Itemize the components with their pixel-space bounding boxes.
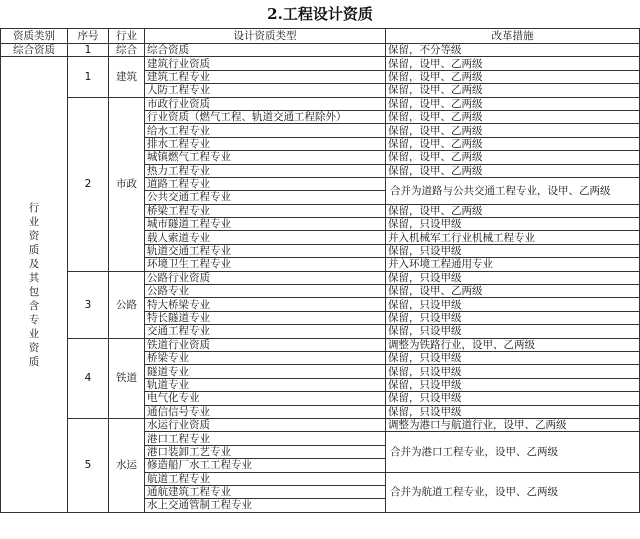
number-cell: 2 xyxy=(68,97,109,271)
industry-cell: 铁道 xyxy=(109,338,145,418)
industry-cell: 综合 xyxy=(109,44,145,57)
type-cell: 热力工程专业 xyxy=(145,164,386,177)
measure-cell: 调整为港口与航道行业，设甲、乙两级 xyxy=(386,418,640,431)
measure-cell: 保留，只设甲级 xyxy=(386,378,640,391)
industry-cell: 水运 xyxy=(109,418,145,512)
measure-cell: 保留，只设甲级 xyxy=(386,365,640,378)
industry-cell: 建筑 xyxy=(109,57,145,97)
type-cell: 通信信号专业 xyxy=(145,405,386,418)
type-cell: 桥梁工程专业 xyxy=(145,204,386,217)
type-cell: 特大桥梁专业 xyxy=(145,298,386,311)
measure-cell: 调整为铁路行业，设甲、乙两级 xyxy=(386,338,640,351)
category-cell: 综合资质 xyxy=(1,44,68,57)
type-cell: 公路行业资质 xyxy=(145,271,386,284)
type-cell: 道路工程专业 xyxy=(145,177,386,190)
type-cell: 城镇燃气工程专业 xyxy=(145,151,386,164)
industry-cell: 市政 xyxy=(109,97,145,271)
type-cell: 公路专业 xyxy=(145,285,386,298)
measure-cell-merged: 合并为道路与公共交通工程专业，设甲、乙两级 xyxy=(386,177,640,204)
measure-cell: 并入环境工程通用专业 xyxy=(386,258,640,271)
measure-cell: 保留，设甲、乙两级 xyxy=(386,70,640,83)
type-cell: 通航建筑工程专业 xyxy=(145,485,386,498)
measure-cell: 保留，设甲、乙两级 xyxy=(386,285,640,298)
measure-cell-merged: 合并为港口工程专业，设甲、乙两级 xyxy=(386,432,640,472)
type-cell: 航道工程专业 xyxy=(145,472,386,485)
table-header-row xyxy=(1,29,640,44)
table-row xyxy=(1,44,640,57)
qualification-table xyxy=(0,28,640,513)
type-cell: 人防工程专业 xyxy=(145,84,386,97)
type-cell: 交通工程专业 xyxy=(145,325,386,338)
page-title: 2.工程设计资质 xyxy=(267,5,373,23)
type-cell: 隧道专业 xyxy=(145,365,386,378)
measure-cell: 保留，设甲、乙两级 xyxy=(386,137,640,150)
number-cell: 4 xyxy=(68,338,109,418)
measure-cell: 保留，只设甲级 xyxy=(386,244,640,257)
number-cell: 5 xyxy=(68,418,109,512)
industry-cell: 公路 xyxy=(109,271,145,338)
type-cell: 环境卫生工程专业 xyxy=(145,258,386,271)
measure-cell-merged: 合并为航道工程专业，设甲、乙两级 xyxy=(386,472,640,512)
type-cell: 港口工程专业 xyxy=(145,432,386,445)
header-measure: 改革措施 xyxy=(386,29,640,44)
measure-cell: 保留，只设甲级 xyxy=(386,298,640,311)
measure-cell: 保留，设甲、乙两级 xyxy=(386,124,640,137)
measure-cell: 保留，设甲、乙两级 xyxy=(386,57,640,70)
type-cell: 给水工程专业 xyxy=(145,124,386,137)
measure-cell: 保留，只设甲级 xyxy=(386,311,640,324)
type-cell: 铁道行业资质 xyxy=(145,338,386,351)
type-cell: 电气化专业 xyxy=(145,392,386,405)
type-cell: 市政行业资质 xyxy=(145,97,386,110)
measure-cell: 保留，设甲、乙两级 xyxy=(386,204,640,217)
type-cell: 行业资质（燃气工程、轨道交通工程除外） xyxy=(145,110,386,123)
table-row xyxy=(1,97,640,110)
type-cell: 轨道专业 xyxy=(145,378,386,391)
type-cell: 建筑工程专业 xyxy=(145,70,386,83)
type-cell: 城市隧道工程专业 xyxy=(145,218,386,231)
measure-cell: 保留，设甲、乙两级 xyxy=(386,110,640,123)
measure-cell: 保留，只设甲级 xyxy=(386,351,640,364)
type-cell: 排水工程专业 xyxy=(145,137,386,150)
header-number: 序号 xyxy=(68,29,109,44)
measure-cell: 保留，设甲、乙两级 xyxy=(386,164,640,177)
table-row xyxy=(1,57,640,70)
type-cell: 综合资质 xyxy=(145,44,386,57)
number-cell: 1 xyxy=(68,44,109,57)
measure-cell: 保留，设甲、乙两级 xyxy=(386,84,640,97)
type-cell: 港口装卸工艺专业 xyxy=(145,445,386,458)
measure-cell: 保留，只设甲级 xyxy=(386,218,640,231)
measure-cell: 保留，只设甲级 xyxy=(386,405,640,418)
type-cell: 建筑行业资质 xyxy=(145,57,386,70)
measure-cell: 保留，只设甲级 xyxy=(386,271,640,284)
type-cell: 桥梁专业 xyxy=(145,351,386,364)
type-cell: 公共交通工程专业 xyxy=(145,191,386,204)
measure-cell: 保留，设甲、乙两级 xyxy=(386,151,640,164)
header-type: 设计资质类型 xyxy=(145,29,386,44)
type-cell: 轨道交通工程专业 xyxy=(145,244,386,257)
number-cell: 3 xyxy=(68,271,109,338)
type-cell: 特长隧道专业 xyxy=(145,311,386,324)
header-category: 资质类别 xyxy=(1,29,68,44)
table-row xyxy=(1,418,640,431)
type-cell: 水上交通管制工程专业 xyxy=(145,499,386,512)
number-cell: 1 xyxy=(68,57,109,97)
category-cell-industry: 行业资质及其包含专业资质 xyxy=(1,57,68,512)
header-industry: 行业 xyxy=(109,29,145,44)
measure-cell: 保留，设甲、乙两级 xyxy=(386,97,640,110)
type-cell: 水运行业资质 xyxy=(145,418,386,431)
measure-cell: 并入机械军工行业机械工程专业 xyxy=(386,231,640,244)
measure-cell: 保留，不分等级 xyxy=(386,44,640,57)
table-row xyxy=(1,271,640,284)
table-row xyxy=(1,338,640,351)
measure-cell: 保留，只设甲级 xyxy=(386,392,640,405)
measure-cell: 保留，只设甲级 xyxy=(386,325,640,338)
type-cell: 载人索道专业 xyxy=(145,231,386,244)
type-cell: 修造船厂水工工程专业 xyxy=(145,459,386,472)
